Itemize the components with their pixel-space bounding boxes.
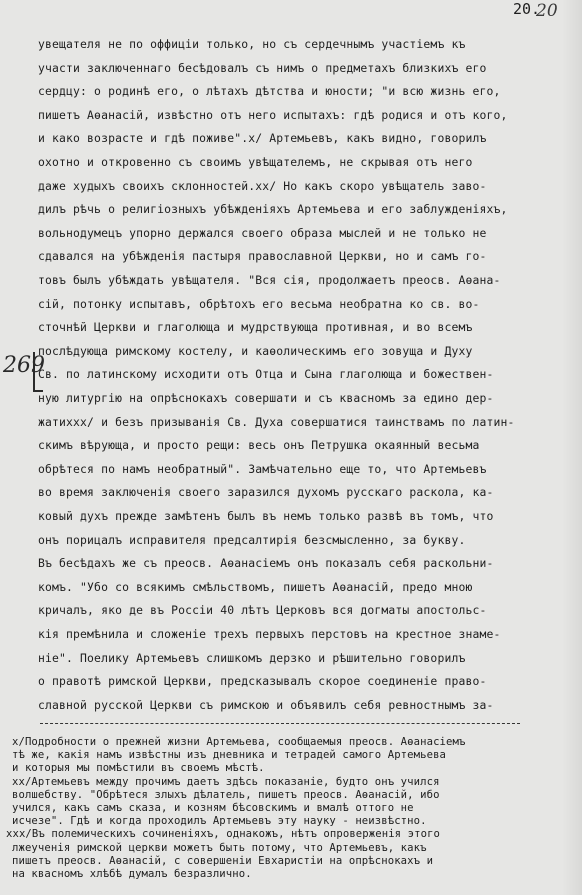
body-line: славной русской Церкви съ римскою и объявилъ себя ревностнымъ за- bbox=[38, 697, 494, 712]
body-line: ную литургію на опрѣснокахъ совершати и съ квасномъ за едино дер- bbox=[38, 391, 494, 405]
footnote-line: пишетъ преосв. Аѳанасій, с совершеніи Евхаристіи на опрѣснокахъ и bbox=[12, 854, 434, 867]
footnote-line: исчезе". Гдѣ и когда проходилъ Артемьевъ эту науку - неизвѣстно. bbox=[12, 815, 427, 828]
body-line: во время заключенія своего заразился духомъ русскаго раскола, ка- bbox=[38, 485, 494, 500]
body-line: сдавался на убѣжденія пастыря православной Церкви, но и самъ го- bbox=[38, 249, 487, 264]
body-line: охотно и откровенно съ своимъ увѣщателемъ, не скрывая отъ него bbox=[38, 155, 473, 169]
body-line: участи заключеннаго бесѣдовалъ съ нимъ о предметахъ близкихъ его bbox=[38, 60, 487, 75]
body-line: онъ порицалъ исправителя предсалтирія безсмысленно, за букву. bbox=[38, 532, 466, 547]
footnote-line: тѣ же, какія намъ извѣстны изъ дневника и тетрадей самого Артемьева bbox=[12, 749, 447, 762]
body-line: дилъ рѣчь о религіозныхъ убѣжденіяхъ Артемьева и его заблужденіяхъ, bbox=[38, 202, 508, 217]
body-line: товъ былъ убѣждать увѣщателя. "Вся сія, продолжаетъ преосв. Аѳана- bbox=[38, 273, 501, 287]
body-line: пишетъ Аѳанасій, извѣстно отъ него испытахъ: гдѣ родися и отъ кого, bbox=[38, 107, 508, 122]
page-number-handwritten: 20 bbox=[536, 1, 558, 21]
body-line: послѣдующа римскому костелу, и каѳолическимъ его зовуща и Духу bbox=[38, 343, 473, 358]
body-line: скимъ вѣрующа, и просто рещи: весь онъ Петрушка окаянный весьма bbox=[38, 438, 480, 453]
body-line: даже худыхъ своихъ склонностей.xx/ Но какъ скоро увѣщатель заво- bbox=[38, 178, 487, 193]
body-line: и како возрасте и гдѣ поживе".x/ Артемьевъ, какъ видно, говорилъ bbox=[38, 131, 487, 146]
body-line: обрѣтеся по намъ необратный". Замѣчательно еще то, что Артемьевъ bbox=[38, 461, 487, 476]
body-line: сточнѣй Церкви и глаголюща и мудрствующа противная, и во всемъ bbox=[38, 320, 473, 335]
body-line: ніе". Поелику Артемьевъ слишкомъ дерзко и рѣшительно говорилъ bbox=[38, 650, 466, 665]
body-line: комъ. "Убо со всякимъ смѣльствомъ, пишетъ Аѳанасій, предо мною bbox=[38, 579, 473, 594]
footnote-line: x/Подробности о прежней жизни Артемьева, сообщаемыя преосв. Аѳанасіемъ bbox=[12, 736, 466, 748]
body-line: вольнодумецъ упорно держался своего образа мыслей и не только не bbox=[38, 225, 487, 240]
body-line: ковый духъ прежде замѣтенъ былъ въ немъ только развѣ въ томъ, что bbox=[38, 509, 494, 523]
footnote-separator bbox=[40, 723, 520, 724]
body-line: сій, потонку испытавъ, обрѣтохъ его весьма необратна ко св. во- bbox=[38, 296, 480, 311]
page-edge-shadow bbox=[562, 0, 582, 895]
footnote-line: на квасномъ хлѣбѣ думалъ безразлично. bbox=[12, 868, 252, 880]
body-line: увещателя не по оффиціи только, но съ сердечнымъ участіемъ къ bbox=[38, 37, 466, 51]
footnote-line: xxx/Въ полемическихъ сочиненіяхъ, однакожъ, нѣтъ опроверженія этого bbox=[6, 828, 441, 841]
footnote-line: xx/Артемьевъ между прочимъ даетъ здѣсь показаніе, будто онъ учился bbox=[12, 775, 440, 788]
body-line: Св. по латинскому исходити отъ Отца и Сына глаголюща и божествен- bbox=[38, 367, 494, 382]
body-line: кія премѣнила и сложеніе трехъ первыхъ перстовъ на крестное знаме- bbox=[38, 627, 501, 641]
footnote-line: учился, какъ самъ сказа, и козням бѣсовскимъ и вмалѣ оттого не bbox=[12, 802, 414, 814]
body-line: жатиxxx/ и безъ призыванія Св. Духа совершатися таинствамъ по латин- bbox=[38, 414, 515, 429]
footnote-line: и которыя мы помѣстили въ своемъ мѣстѣ. bbox=[12, 762, 265, 775]
body-line: кричалъ, яко де въ Россіи 40 лѣтъ Церковъ вся догматы апостольс- bbox=[38, 603, 487, 618]
footnote-line: лжеученія римской церкви можетъ быть потому, что Артемьевъ, какъ bbox=[12, 841, 427, 854]
footnote-line: волшебству. "Обрѣтеся злыхъ дѣлатель, пишетъ преосв. Аѳанасій, ибо bbox=[12, 788, 440, 801]
body-line: Въ бесѣдахъ же съ преосв. Аѳанасіемъ онъ показалъ себя раскольни- bbox=[38, 556, 494, 571]
margin-note: 269 bbox=[3, 353, 45, 378]
body-line: сердцу: о родинѣ его, о лѣтахъ дѣтства и юности; "и всю жизнь его, bbox=[38, 84, 501, 99]
page-number-typed: 20. bbox=[513, 0, 541, 18]
body-line: о правотѣ римской Церкви, предсказывалъ скорое соединеніе право- bbox=[38, 674, 487, 689]
